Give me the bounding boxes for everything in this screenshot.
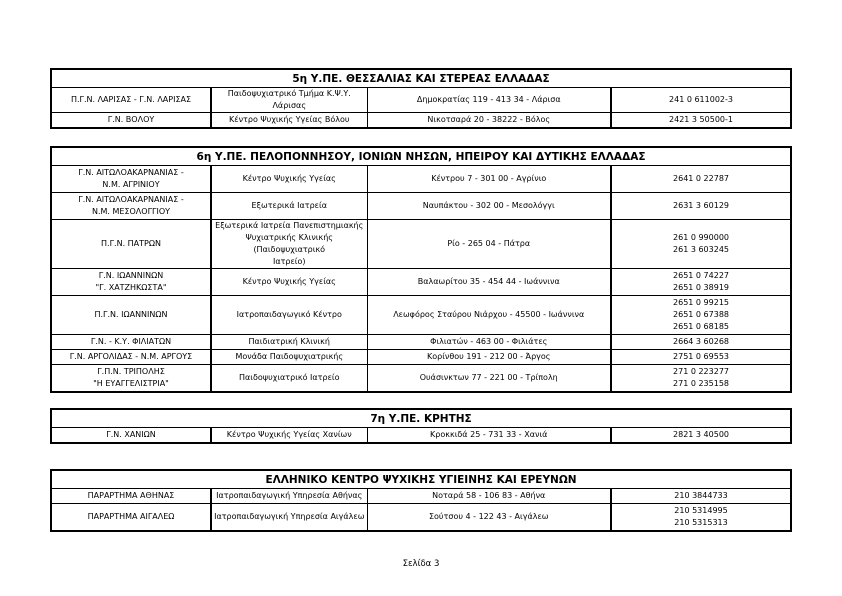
unit-cell-line: Ψυχιατρικής Κλινικής (Παιδοψυχιατρικό (245, 233, 333, 254)
unit-cell-line: Εξωτερικά Ιατρεία (251, 201, 327, 210)
address-cell-line: Ρίο - 265 04 - Πάτρα (447, 239, 531, 248)
hospital-cell-line: Π.Γ.Ν. ΛΑΡΙΣΑΣ - Γ.Ν. ΛΑΡΙΣΑΣ (70, 95, 192, 104)
hospital-cell-line: Γ.Ν. ΑΡΓΟΛΙΔΑΣ - Ν.Μ. ΑΡΓΟΥΣ (69, 352, 193, 361)
hospital-cell-line: ΠΑΡΑΡΤΗΜΑ ΑΙΓΑΛΕΩ (87, 512, 175, 521)
table-row (51, 428, 791, 444)
section-title: ΕΛΛΗΝΙΚΟ ΚΕΝΤΡΟ ΨΥΧΙΚΗΣ ΥΓΙΕΙΝΗΣ ΚΑΙ ΕΡΕΥΝΩΝ (51, 470, 791, 489)
phone-cell-line: 2421 3 50500-1 (669, 115, 733, 124)
unit-cell (211, 335, 367, 350)
phone-cell-line: 210 3844733 (674, 491, 728, 500)
phone-cell-line: 2651 0 68185 (673, 322, 729, 331)
unit-cell (211, 166, 367, 193)
address-cell (367, 269, 611, 296)
address-cell-line: Ναυπάκτου - 302 00 - Μεσολόγγι (422, 201, 555, 210)
table-row (51, 269, 791, 296)
hospital-cell-line: "Γ. ΧΑΤΖΗΚΩΣΤΑ" (95, 283, 167, 292)
phone-cell (611, 113, 791, 129)
address-cell-line: Κορίνθου 191 - 212 00 - Άργος (426, 352, 551, 361)
hospital-cell (51, 296, 211, 335)
table-row (51, 335, 791, 350)
hospital-cell (51, 365, 211, 393)
phone-cell (611, 335, 791, 350)
hospital-cell (51, 489, 211, 504)
unit-cell-line: Κέντρο Ψυχικής Υγείας (242, 277, 336, 286)
hospital-cell-line: Ν.Μ. ΜΕΣΟΛΟΓΓΙΟΥ (91, 207, 171, 216)
address-cell-line: Νοταρά 58 - 106 83 - Αθήνα (432, 491, 546, 500)
phone-cell-line: 2651 0 67388 (673, 310, 729, 319)
unit-cell-line: Κέντρο Ψυχικής Υγείας Βόλου (229, 115, 350, 124)
address-cell-line: Δημοκρατίας 119 - 413 34 - Λάρισα (416, 95, 561, 104)
unit-cell-line: Ιατροπαιδαγωγική Υπηρεσία Αιγάλεω (214, 512, 365, 521)
phone-cell (611, 220, 791, 269)
phone-cell (611, 428, 791, 444)
unit-cell (211, 350, 367, 365)
phone-cell (611, 504, 791, 532)
phone-cell (611, 88, 791, 113)
hospital-cell-line: Γ.Ν. ΧΑΝΙΩΝ (106, 430, 156, 439)
address-cell (367, 220, 611, 269)
address-cell (367, 428, 611, 444)
unit-cell (211, 269, 367, 296)
unit-cell (211, 365, 367, 393)
section-table (50, 146, 792, 393)
address-cell (367, 166, 611, 193)
hospital-cell (51, 166, 211, 193)
address-cell-line: Κέντρου 7 - 301 00 - Αγρίνιο (431, 174, 547, 183)
address-cell-line: Σούτσου 4 - 122 43 - Αιγάλεω (428, 512, 549, 521)
phone-cell-line: 2821 3 40500 (673, 430, 729, 439)
address-cell-line: Φιλιατών - 463 00 - Φιλιάτες (430, 337, 548, 346)
address-cell-line: Βαλαωρίτου 35 - 454 44 - Ιωάννινα (417, 277, 560, 286)
section-table (50, 408, 792, 444)
phone-cell-line: 210 5315313 (674, 518, 728, 527)
phone-cell-line: 2651 0 74227 (673, 271, 729, 280)
unit-cell-line: Ιατροπαιδαγωγικό Κέντρο (236, 310, 342, 319)
table-row (51, 504, 791, 532)
address-cell (367, 504, 611, 532)
phone-cell-line: 2664 3 60268 (673, 337, 729, 346)
hospital-cell-line: Γ.Ν. ΑΙΤΩΛΟΑΚΑΡΝΑΝΙΑΣ - (78, 195, 184, 204)
unit-cell-line: Παιδοψυχιατρικό Τμήμα Κ.Ψ.Υ. Λάρισας (227, 89, 351, 110)
unit-cell (211, 113, 367, 129)
hospital-cell (51, 193, 211, 220)
unit-cell-line: Παιδιατρική Κλινική (248, 337, 330, 346)
table-row (51, 113, 791, 129)
hospital-cell (51, 220, 211, 269)
address-cell (367, 113, 611, 129)
unit-cell-line: Κέντρο Ψυχικής Υγείας Χανίων (226, 430, 352, 439)
hospital-cell-line: Γ.Ν. ΙΩΑΝΝΙΝΩΝ (98, 271, 164, 280)
section-table (50, 68, 792, 129)
hospital-cell-line: ΠΑΡΑΡΤΗΜΑ ΑΘΗΝΑΣ (87, 491, 175, 500)
table-row (51, 88, 791, 113)
table-row (51, 166, 791, 193)
address-cell (367, 88, 611, 113)
address-cell-line: Λεωφόρος Σταύρου Νιάρχου - 45500 - Ιωάννινα (393, 310, 585, 319)
hospital-cell (51, 350, 211, 365)
section-title: 5η Υ.ΠΕ. ΘΕΣΣΑΛΙΑΣ ΚΑΙ ΣΤΕΡΕΑΣ ΕΛΛΑΔΑΣ (51, 69, 791, 88)
hospital-cell-line: Γ.Ν. - Κ.Υ. ΦΙΛΙΑΤΩΝ (90, 337, 172, 346)
phone-cell (611, 489, 791, 504)
table-row (51, 489, 791, 504)
hospital-cell-line: "Η ΕΥΑΓΓΕΛΙΣΤΡΙΑ" (93, 379, 169, 388)
section-title: 7η Υ.ΠΕ. ΚΡΗΤΗΣ (51, 409, 791, 428)
table-row (51, 193, 791, 220)
hospital-cell-line: Γ.Ν. ΑΙΤΩΛΟΑΚΑΡΝΑΝΙΑΣ - (78, 168, 184, 177)
phone-cell (611, 365, 791, 393)
address-cell (367, 365, 611, 393)
hospital-cell-line: Π.Γ.Ν. ΠΑΤΡΩΝ (101, 239, 161, 248)
unit-cell-line: Παιδοψυχιατρικό Ιατρείο (239, 373, 340, 382)
phone-cell-line: 2641 0 22787 (673, 174, 729, 183)
unit-cell (211, 220, 367, 269)
hospital-cell (51, 113, 211, 129)
address-cell (367, 193, 611, 220)
unit-cell-line: Εξωτερικά Ιατρεία Πανεπιστημιακής (215, 221, 364, 230)
address-cell (367, 350, 611, 365)
phone-cell-line: 271 0 223277 (673, 367, 729, 376)
hospital-cell (51, 88, 211, 113)
hospital-cell (51, 504, 211, 532)
hospital-cell-line: Γ.Ν. ΒΟΛΟΥ (107, 115, 155, 124)
phone-cell-line: 271 0 235158 (673, 379, 729, 388)
hospital-cell (51, 269, 211, 296)
unit-cell-line: Ιατρείο) (272, 257, 306, 266)
address-cell (367, 296, 611, 335)
address-cell-line: Νικοτσαρά 20 - 38222 - Βόλος (427, 115, 551, 124)
unit-cell (211, 504, 367, 532)
phone-cell (611, 350, 791, 365)
table-row (51, 296, 791, 335)
unit-cell (211, 296, 367, 335)
phone-cell (611, 193, 791, 220)
phone-cell-line: 261 0 990000 (673, 233, 729, 242)
hospital-cell-line: Π.Γ.Ν. ΙΩΑΝΝΙΝΩΝ (94, 310, 168, 319)
phone-cell-line: 2631 3 60129 (673, 201, 729, 210)
phone-cell-line: 210 5314995 (674, 506, 728, 515)
phone-cell-line: 2651 0 38919 (673, 283, 729, 292)
unit-cell-line: Μονάδα Παιδοψυχιατρικής (235, 352, 344, 361)
address-cell (367, 489, 611, 504)
hospital-cell (51, 335, 211, 350)
unit-cell-line: Κέντρο Ψυχικής Υγείας (242, 174, 336, 183)
hospital-cell (51, 428, 211, 444)
table-row (51, 350, 791, 365)
unit-cell (211, 489, 367, 504)
address-cell-line: Ουάσινκτων 77 - 221 00 - Τρίπολη (419, 373, 558, 382)
phone-cell-line: 241 0 611002-3 (669, 95, 733, 104)
phone-cell-line: 2651 0 99215 (673, 298, 729, 307)
address-cell-line: Κροκκιδά 25 - 731 33 - Χανιά (430, 430, 548, 439)
address-cell (367, 335, 611, 350)
phone-cell (611, 296, 791, 335)
phone-cell-line: 2751 0 69553 (673, 352, 729, 361)
phone-cell-line: 261 3 603245 (673, 245, 729, 254)
section-title: 6η Υ.ΠΕ. ΠΕΛΟΠΟΝΝΗΣΟΥ, ΙΟΝΙΩΝ ΝΗΣΩΝ, ΗΠΕΙΡΟΥ ΚΑΙ ΔΥΤΙΚΗΣ ΕΛΛΑΔΑΣ (51, 147, 791, 166)
table-row (51, 220, 791, 269)
page-number: Σελίδα 3 (402, 559, 440, 569)
phone-cell (611, 269, 791, 296)
unit-cell (211, 428, 367, 444)
phone-cell (611, 166, 791, 193)
hospital-cell-line: Γ.Π.Ν. ΤΡΙΠΟΛΗΣ (97, 367, 165, 376)
table-row (51, 365, 791, 393)
unit-cell (211, 193, 367, 220)
unit-cell (211, 88, 367, 113)
unit-cell-line: Ιατροπαιδαγωγική Υπηρεσία Αθήνας (216, 491, 363, 500)
section-table (50, 469, 792, 532)
hospital-cell-line: Ν.Μ. ΑΓΡΙΝΙΟΥ (102, 180, 160, 189)
